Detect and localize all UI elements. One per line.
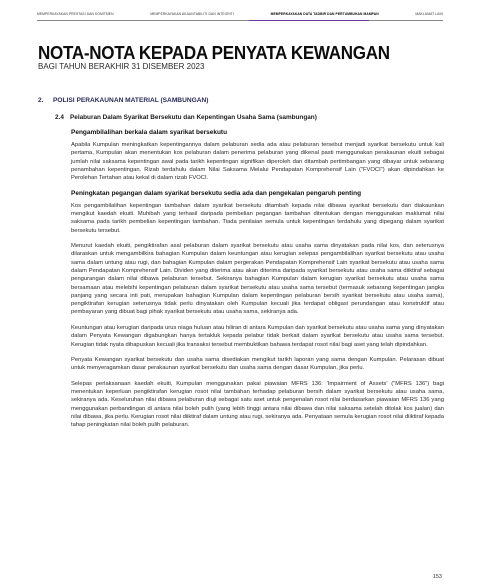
paragraph-3: Menurut kaedah ekuiti, pengiktirafan asal pelaburan dalam syarikat bersekutu atau usaha sama dinyatakan pada nilai kos, dan seterusnya dilaraskan untuk mengambilkira bahagian Kumpulan dalam keuntungan atau kerugian selepas pengambilalihan syarikat bersekutu atau usaha sama dalam untung atau rugi, dan bahagian Kumpulan dalam pergerakan Pendapatan Komprehensif Lain syarikat bersekutu atau usaha sama dalam Pendapatan Komprehensif Lain. Dividen yang diterima atau akan diterima daripada syarikat bersekutu atau usaha sama diiktiraf sebagai pengurangan dalam nilai dibawa pelaburan tersebut. Sekiranya bahagian Kumpulan dalam kerugian syarikat bersekutu atau usaha sama bersamaan atau melebihi kepentingan pelaburan dalam syarikat bersekutu atau usaha sama tersebut (termasuk sebarang kepentingan jangka panjang yang secara inti pati, merupakan bahagian Kumpulan dalam kepentingan pelaburan bersih syarikat bersekutu atau usaha sama), pengiktirafan kerugian seterusnya tidak perlu dinyatakan oleh Kumpulan kecuali jika terdapat obligasi perundangan atau konstruktif atau pembayaran yang dibuat bagi pihak syarikat bersekutu atau usaha sama, sekiranya ada. (71, 243, 444, 316)
paragraph-1: Apabila Kumpulan meningkatkan kepentingannya dalam pelaburan sedia ada atau pelaburan tersebut menjadi syarikat bersekutu untuk kali pertama, Kumpulan akan menentukan kos pelaburan dalam penerima pelaburan yang dikenal pasti menggunakan perakaunan ekuiti sebagai jumlah nilai saksama kepentingan awal pada tarikh kepentingan signifikan diperoleh dan ditambah pertimbangan yang dibayar untuk sebarang penambahan kepentingan. Rizab terdahulu dalam Nilai Saksama Melalui Pendapatan Komprehensif Lain ("FVOCI") akan dipindahkan ke Perolehan Tertahan atau kekal di dalam rizab FVOCI. (71, 142, 444, 182)
paragraph-6: Selepas perlaksanaan kaedah ekuiti, Kumpulan menggunakan pakai piawaian MFRS 136: 'Impairment of Assets' ("MFRS 136") bagi menentukan keperluan pengiktirafan kerugian rosot nilai tambahan terhadap pelaburan bersih dalam syarikat bersekutu atau usaha sama, sekiranya ada. Keseluruhan nilai dibawa pelaburan diuji sebagai satu aset untuk pengenalan rosot nilai berdasarkan piawaian MFRS 136 yang menggunakan perbandingan di antara nilai boleh pulih (yang lebih tinggi antara nilai dibawa dan nilai saksama setelah ditolak kos jualan) dan nilai dibawa, jika perlu. Kerugian rosot nilai diiktiraf dalam untung atau rugi, sekiranya ada. Penyataan semula kerugian rosot nilai diiktiraf kepada tahap peningkatan nilai boleh pulih pelaburan. (71, 380, 444, 429)
subsection-number: 2.4 (55, 114, 64, 121)
section-label: POLISI PERAKAUNAN MATERIAL (SAMBUNGAN) (53, 97, 209, 104)
section-number: 2. (38, 97, 44, 104)
paragraph-5: Penyata Kewangan syarikat bersekutu dan usaha sama disediakan mengikut tarikh laporan yang sama dengan Kumpulan. Pelarasan dibuat untuk menyeragamkan dasar perakaunan syarikat bersekutu dan usaha sama dengan dasar Kumpulan, jika perlu. (71, 356, 444, 372)
subsection-label: Pelaburan Dalam Syarikat Bersekutu dan Kepentingan Usaha Sama (sambungan) (70, 114, 317, 121)
section-heading (38, 97, 208, 104)
heading-peningkatan: Peningkatan pegangan dalam syarikat bersekutu sedia ada dan pengekalan pengaruh penting (71, 189, 362, 197)
paragraph-4: Keuntungan atau kerugian daripada urus niaga huluan atau hiliran di antara Kumpulan dan syarikat bersekutu atau usaha sama yang dinyatakan dalam Penyata Kewangan digabungkan hanya tertakluk kepada pelabur tidak berkait dalam syarikat bersekutu atau usaha sama tersebut. Kerugian tidak nyata dihapuskan kecuali jika transaksi tersebut membuktikan bahawa terdapat rosot nilai bagi aset yang telah dipindahkan. (71, 324, 444, 348)
page-number: 153 (432, 574, 442, 580)
nav-item-data-tadbir[interactable]: MEMPERKAYAKAN DATA TADBIR DAN PERTUMBUHAN MAMPAN (270, 12, 379, 16)
nav-active-indicator (249, 20, 369, 21)
page-subtitle: BAGI TAHUN BERAKHIR 31 DISEMBER 2023 (38, 62, 205, 71)
nav-item-prestasi[interactable]: MEMPERKAYAKAN PRESTASI DAN KOMITMEN (37, 12, 114, 16)
page-title: NOTA-NOTA KEPADA PENYATA KEWANGAN (38, 42, 390, 63)
heading-pengambilalihan: Pengambilalihan berkala dalam syarikat bersekutu (71, 129, 228, 136)
paragraph-2: Kos pengambilalihan kepentingan tambahan dalam syarikat bersekutu ditambah kepada nilai dibawa syarikat bersekutu dan diakaunkan mengikut kaedah ekuiti. Muhibah yang terhasil daripada pembelian pegangan tambahan ditentukan dengan menggunakan maklumat nilai saksama pada tarikh pembelian kepentingan tambahan. Tiada penilaian semula untuk kepentingan terdahulu yang dipegang dalam syarikat bersekutu tersebut. (71, 202, 444, 234)
note-body (71, 126, 444, 437)
subsection-heading (55, 114, 317, 121)
top-navigation (37, 12, 443, 18)
nav-divider (37, 20, 443, 21)
nav-item-maklumat-lain[interactable]: MAKLUMAT LAIN (415, 12, 443, 16)
nav-item-akauntabiliti[interactable]: MEMPERKAYAKAN AKAUNTABILITI DAN INTEGRITI (150, 12, 234, 16)
